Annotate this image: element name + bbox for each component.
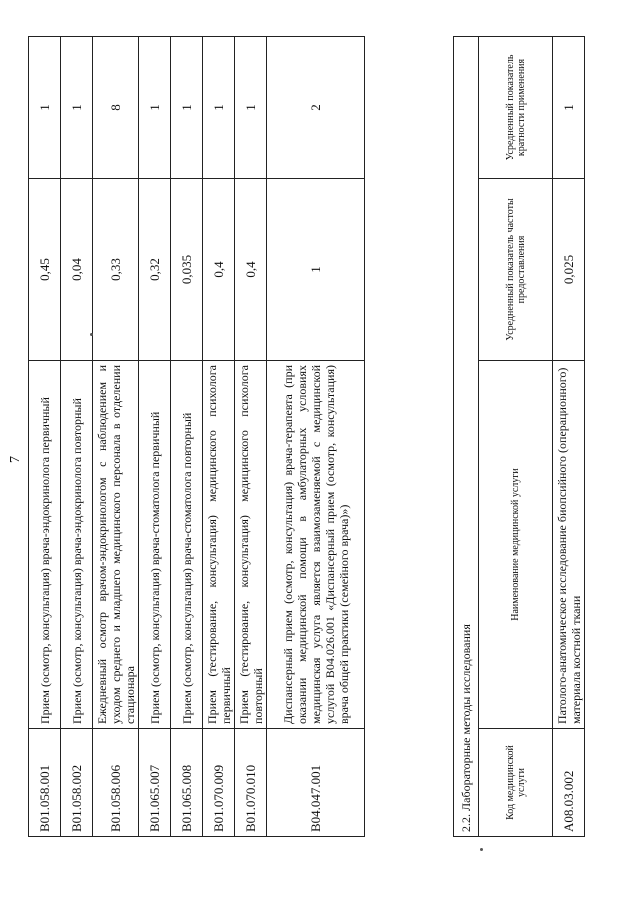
section-title: 2.2. Лабораторные методы исследования xyxy=(454,36,479,836)
frequency-value: 0,025 xyxy=(553,179,585,361)
frequency-value: 0,035 xyxy=(171,179,203,361)
frequency-value: 0,45 xyxy=(29,179,61,361)
multiplicity-value: 1 xyxy=(29,37,61,179)
table-row xyxy=(553,36,585,836)
service-code: B01.058.002 xyxy=(61,729,93,837)
service-code: B04.047.001 xyxy=(267,729,365,837)
scan-speck xyxy=(480,848,483,851)
multiplicity-value: 1 xyxy=(235,37,267,179)
service-code: B01.070.010 xyxy=(235,729,267,837)
service-name: Патолого-анатомическое исследование биопсийного (операционного) материала костной ткани xyxy=(553,361,585,729)
table-row xyxy=(29,37,61,837)
table-row xyxy=(267,37,365,837)
multiplicity-value: 1 xyxy=(139,37,171,179)
frequency-value: 0,32 xyxy=(139,179,171,361)
table-row xyxy=(235,37,267,837)
service-name: Диспансерный прием (осмотр, консультация) врача-терапевта (при оказании медицинской помощи в амбулаторных условиях медицинская услуга является взаимозаменяемой с медицинской услугой B04.026.001 «Диспансерный прием (осмотр, консультация) врача общей практики (семейного врача)») xyxy=(267,361,365,729)
table-row xyxy=(203,37,235,837)
header-name: Наименование медицинской услуги xyxy=(479,361,553,729)
frequency-value: 0,4 xyxy=(235,179,267,361)
multiplicity-value: 1 xyxy=(171,37,203,179)
multiplicity-value: 1 xyxy=(553,36,585,178)
multiplicity-value: 8 xyxy=(93,37,139,179)
lab-methods-table-body xyxy=(553,36,585,836)
table-row xyxy=(139,37,171,837)
table-row xyxy=(93,37,139,837)
table-row xyxy=(171,37,203,837)
frequency-value: 0,04 xyxy=(61,179,93,361)
multiplicity-value: 1 xyxy=(203,37,235,179)
service-code: B01.058.001 xyxy=(29,729,61,837)
scan-speck xyxy=(90,333,93,336)
header-frequency: Усредненный показатель частоты предоставления xyxy=(479,179,553,361)
header-multiplicity: Усредненный показатель кратности применения xyxy=(479,36,553,178)
page-number: 7 xyxy=(8,456,23,463)
multiplicity-value: 2 xyxy=(267,37,365,179)
frequency-value: 1 xyxy=(267,179,365,361)
frequency-value: 0,4 xyxy=(203,179,235,361)
table-row xyxy=(61,37,93,837)
service-name: Прием (тестирование, консультация) медицинского психолога повторный xyxy=(235,361,267,729)
service-name: Прием (осмотр, консультация) врача-эндокринолога повторный xyxy=(61,361,93,729)
service-name: Прием (тестирование, консультация) медицинского психолога первичный xyxy=(203,361,235,729)
header-code: Код медицинской услуги xyxy=(479,729,553,837)
service-code: B01.065.008 xyxy=(171,729,203,837)
service-name: Прием (осмотр, консультация) врача-стоматолога повторный xyxy=(171,361,203,729)
service-name: Прием (осмотр, консультация) врача-стоматолога первичный xyxy=(139,361,171,729)
section-title-row xyxy=(454,36,479,836)
lab-methods-table xyxy=(453,36,585,837)
multiplicity-value: 1 xyxy=(61,37,93,179)
service-code: B01.065.007 xyxy=(139,729,171,837)
service-name: Ежедневный осмотр врачом-эндокринологом с наблюдением и уходом среднего и младшего медицинского персонала в отделении стационара xyxy=(93,361,139,729)
service-code: B01.058.006 xyxy=(93,729,139,837)
services-table-body xyxy=(29,37,365,837)
service-name: Прием (осмотр, консультация) врача-эндокринолога первичный xyxy=(29,361,61,729)
header-row xyxy=(479,36,553,836)
services-table xyxy=(28,36,365,837)
service-code: A08.03.002 xyxy=(553,729,585,837)
service-code: B01.070.009 xyxy=(203,729,235,837)
frequency-value: 0,33 xyxy=(93,179,139,361)
